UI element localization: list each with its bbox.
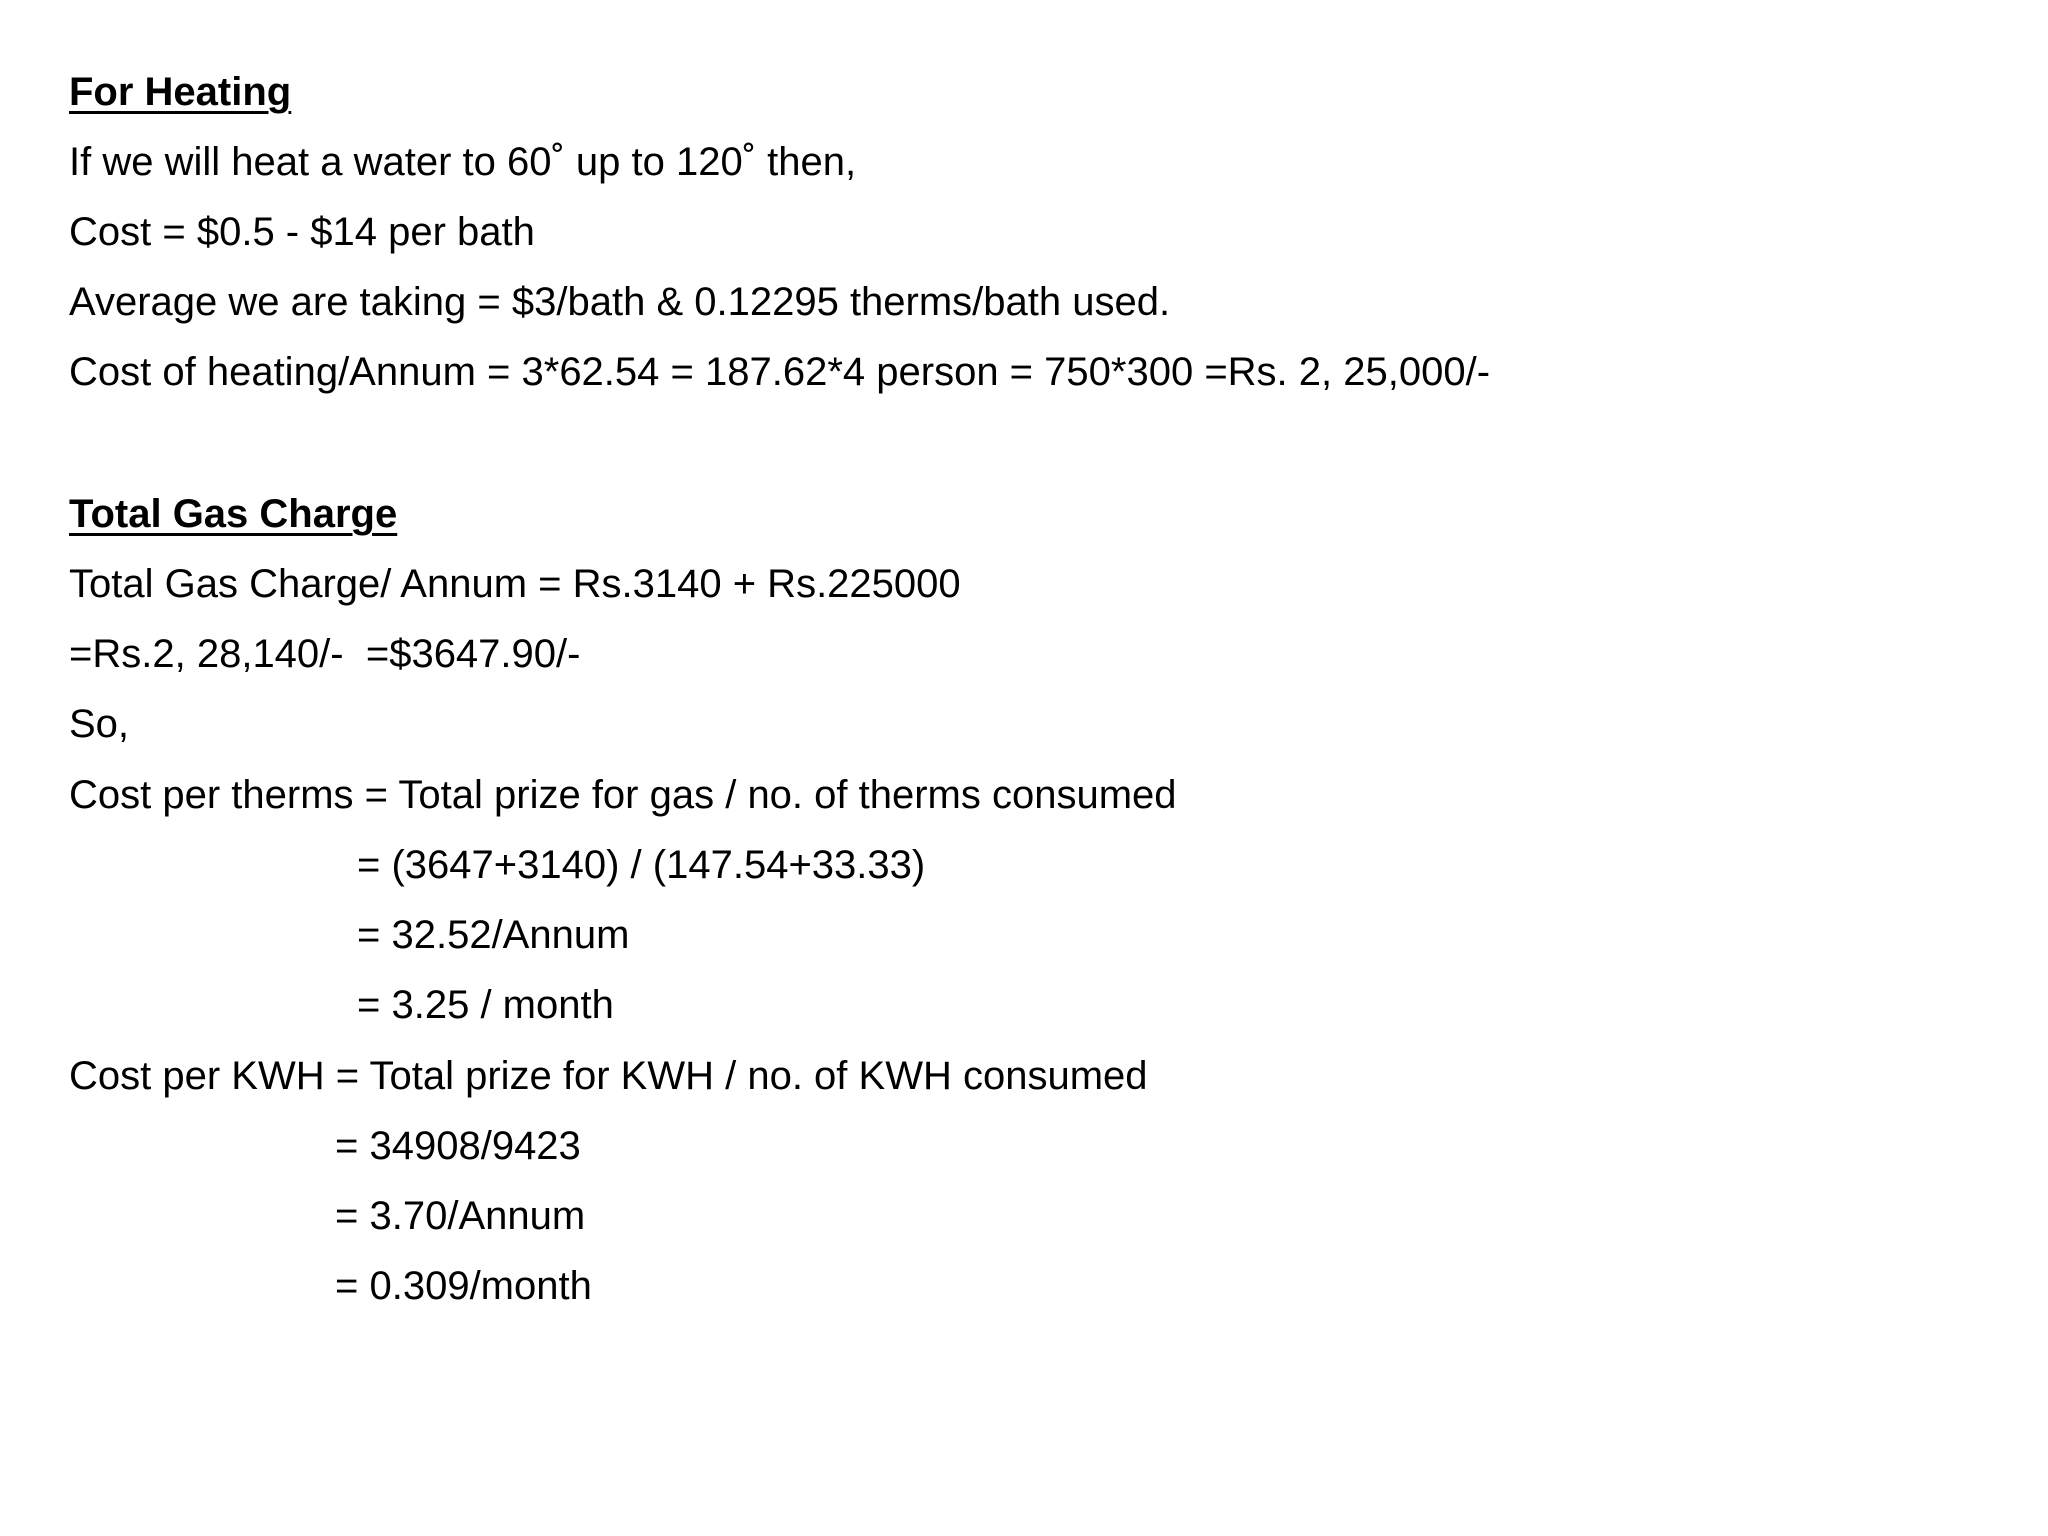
gas-heading: Total Gas Charge (69, 492, 398, 536)
kwh-step-1: = 34908/9423 (335, 1124, 581, 1168)
therms-step-2: = 32.52/Annum (357, 913, 630, 957)
therms-step-1: = (3647+3140) / (147.54+33.33) (357, 843, 926, 887)
kwh-formula: Cost per KWH = Total prize for KWH / no. of KWH consumed (69, 1054, 1148, 1098)
heating-line-average: Average we are taking = $3/bath & 0.12295 therms/bath used. (69, 280, 1171, 324)
heating-heading: For Heating (69, 70, 292, 114)
gas-line-so: So, (69, 702, 130, 746)
heating-line-cost: Cost = $0.5 - $14 per bath (69, 210, 535, 254)
gas-line-total: Total Gas Charge/ Annum = Rs.3140 + Rs.225000 (69, 562, 961, 606)
therms-formula: Cost per therms = Total prize for gas / no. of therms consumed (69, 773, 1177, 817)
heating-line-temperature: If we will heat a water to 60˚ up to 120˚ then, (69, 140, 857, 184)
therms-step-3: = 3.25 / month (357, 983, 614, 1027)
kwh-step-3: = 0.309/month (335, 1264, 592, 1308)
kwh-step-2: = 3.70/Annum (335, 1194, 586, 1238)
gas-line-sum: =Rs.2, 28,140/- =$3647.90/- (69, 632, 581, 676)
heating-line-annual-cost: Cost of heating/Annum = 3*62.54 = 187.62*4 person = 750*300 =Rs. 2, 25,000/- (69, 350, 1491, 394)
